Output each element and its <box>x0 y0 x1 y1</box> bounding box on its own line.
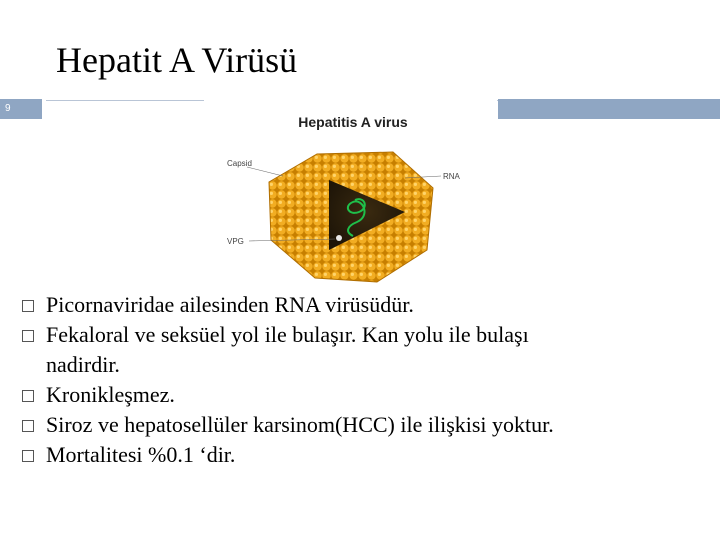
virus-diagram <box>205 100 497 290</box>
vpg-marker-icon <box>336 235 342 241</box>
list-item <box>22 320 720 380</box>
capsid-leader-line <box>247 167 283 176</box>
list-item <box>22 290 720 320</box>
bullet-text: Mortalitesi %0.1 ‘dir. <box>46 442 236 467</box>
virus-illustration <box>205 100 497 290</box>
figure-heading: Hepatitis A virus <box>298 114 408 130</box>
bullet-text-continuation: nadirdir. <box>46 352 120 377</box>
bullet-box-icon <box>22 420 34 432</box>
rna-label: RNA <box>443 172 460 181</box>
list-item <box>22 410 720 440</box>
vpg-label: VPG <box>227 237 244 246</box>
bullet-box-icon <box>22 390 34 402</box>
bullet-text: Siroz ve hepatosellüler karsinom(HCC) ile ilişkisi yoktur. <box>46 412 554 437</box>
list-item <box>22 440 720 470</box>
bullet-text: Picornaviridae ailesinden RNA virüsüdür. <box>46 292 414 317</box>
bullet-list <box>22 290 720 470</box>
list-item <box>22 380 720 410</box>
header-bar-right <box>498 99 720 119</box>
bullet-text: Kronikleşmez. <box>46 382 175 407</box>
slide-title: Hepatit A Virüsü <box>56 40 298 80</box>
header-divider <box>46 100 204 101</box>
bullet-box-icon <box>22 450 34 462</box>
bullet-box-icon <box>22 330 34 342</box>
bullet-box-icon <box>22 300 34 312</box>
capsid-label: Capsid <box>227 159 252 168</box>
bullet-text: Fekaloral ve seksüel yol ile bulaşır. Kan yolu ile bulaşı <box>46 322 529 347</box>
slide-number: 9 <box>5 103 11 114</box>
